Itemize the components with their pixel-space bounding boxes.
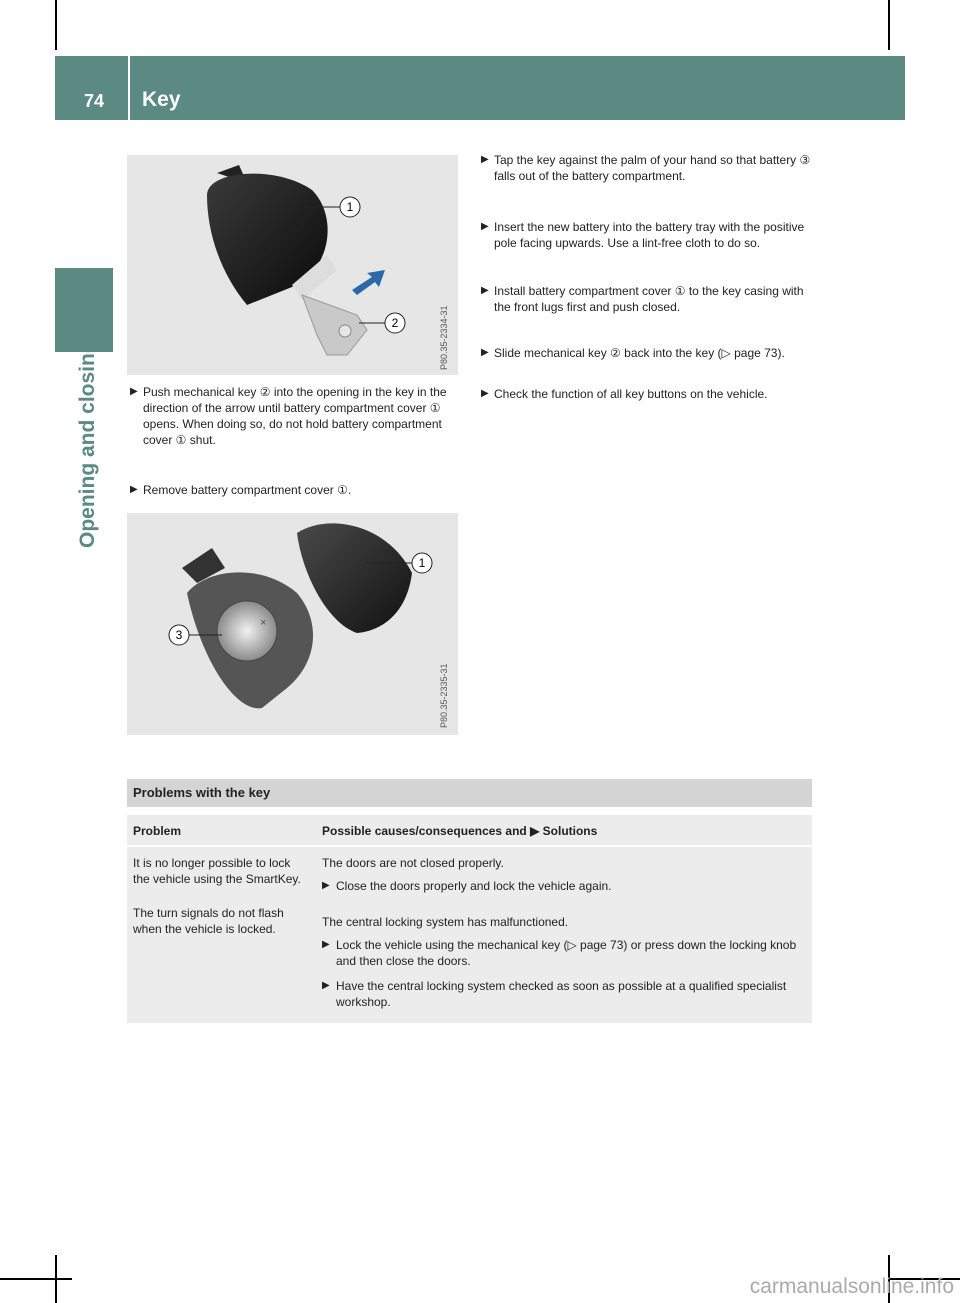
triangle-right-icon: ▶ [130, 484, 138, 495]
instruction-step: ▶ Check the function of all key buttons on the vehicle. [481, 387, 768, 401]
triangle-right-icon: ▶ [481, 154, 489, 165]
cause-text: The doors are not closed properly. [322, 856, 504, 870]
crop-mark [888, 0, 890, 50]
cause-text: The central locking system has malfunctioned. [322, 915, 569, 929]
crop-mark [55, 0, 57, 50]
instruction-step: ▶ Tap the key against the palm of your hand so that battery ③ falls out of the battery compartment. [481, 153, 811, 183]
page-header [55, 56, 905, 120]
callout-1: 1 [346, 200, 354, 214]
key-illustration-2 [127, 513, 458, 735]
triangle-right-icon: ▶ [481, 388, 489, 399]
chapter-label: Opening and closing [76, 340, 99, 548]
header-divider [128, 56, 130, 120]
page-number: 74 [84, 91, 105, 111]
watermark: carmanualsonline.info [749, 1275, 954, 1298]
callout-2: 2 [391, 316, 399, 330]
table-row [127, 847, 812, 1023]
section-heading [127, 779, 812, 807]
instruction-step: ▶ Remove battery compartment cover ①. [130, 483, 352, 497]
figure-code: P80.35-2334-31 [439, 305, 449, 370]
triangle-right-icon: ▶ [322, 880, 330, 891]
solution-item: ▶ Close the doors properly and lock the vehicle again. [322, 879, 612, 893]
table-header-row [127, 815, 812, 845]
instruction-step: ▶ Insert the new battery into the battery tray with the positive pole facing upwards. Use a lint-free cloth to do so. [481, 220, 805, 250]
page-title: Key [142, 88, 181, 111]
solution-item: ▶ Have the central locking system checked as soon as possible at a qualified specialist workshop. [322, 979, 787, 1009]
problem-text: The turn signals do not flash when the vehicle is locked. [133, 906, 284, 936]
problem-text: It is no longer possible to lock the vehicle using the SmartKey. [133, 856, 301, 886]
section-title: Problems with the key [133, 785, 271, 800]
key-illustration-1 [127, 155, 458, 375]
triangle-right-icon: ▶ [322, 980, 330, 991]
crop-mark [0, 1278, 72, 1280]
solution-item: ▶ Lock the vehicle using the mechanical key (▷ page 73) or press down the locking knob and then close the doors. [322, 938, 797, 968]
col-solutions-header: Possible causes/consequences and ▶ Solutions [322, 824, 598, 838]
triangle-right-icon: ▶ [130, 386, 138, 397]
figure-key-insert [127, 155, 458, 375]
figure-code: P80.35-2335-31 [439, 663, 449, 728]
col-problem-header: Problem [133, 824, 182, 838]
instruction-step: ▶ Install battery compartment cover ① to the key casing with the front lugs first and push closed. [481, 284, 804, 314]
callout-3: 3 [175, 628, 183, 642]
crop-mark [55, 1255, 57, 1303]
triangle-right-icon: ▶ [481, 347, 489, 358]
figure-battery-removal [127, 513, 458, 735]
triangle-right-icon: ▶ [322, 939, 330, 950]
triangle-right-icon: ▶ [481, 285, 489, 296]
callout-1: 1 [418, 556, 426, 570]
svg-text:×: × [260, 617, 267, 629]
instruction-step: ▶ Slide mechanical key ② back into the key (▷ page 73). [481, 346, 785, 360]
triangle-right-icon: ▶ [481, 221, 489, 232]
instruction-step: ▶ Push mechanical key ② into the opening in the key in the direction of the arrow until battery compartment cover ① opens. When doing so, do not hold battery compartment cover ① shut. [130, 385, 447, 447]
